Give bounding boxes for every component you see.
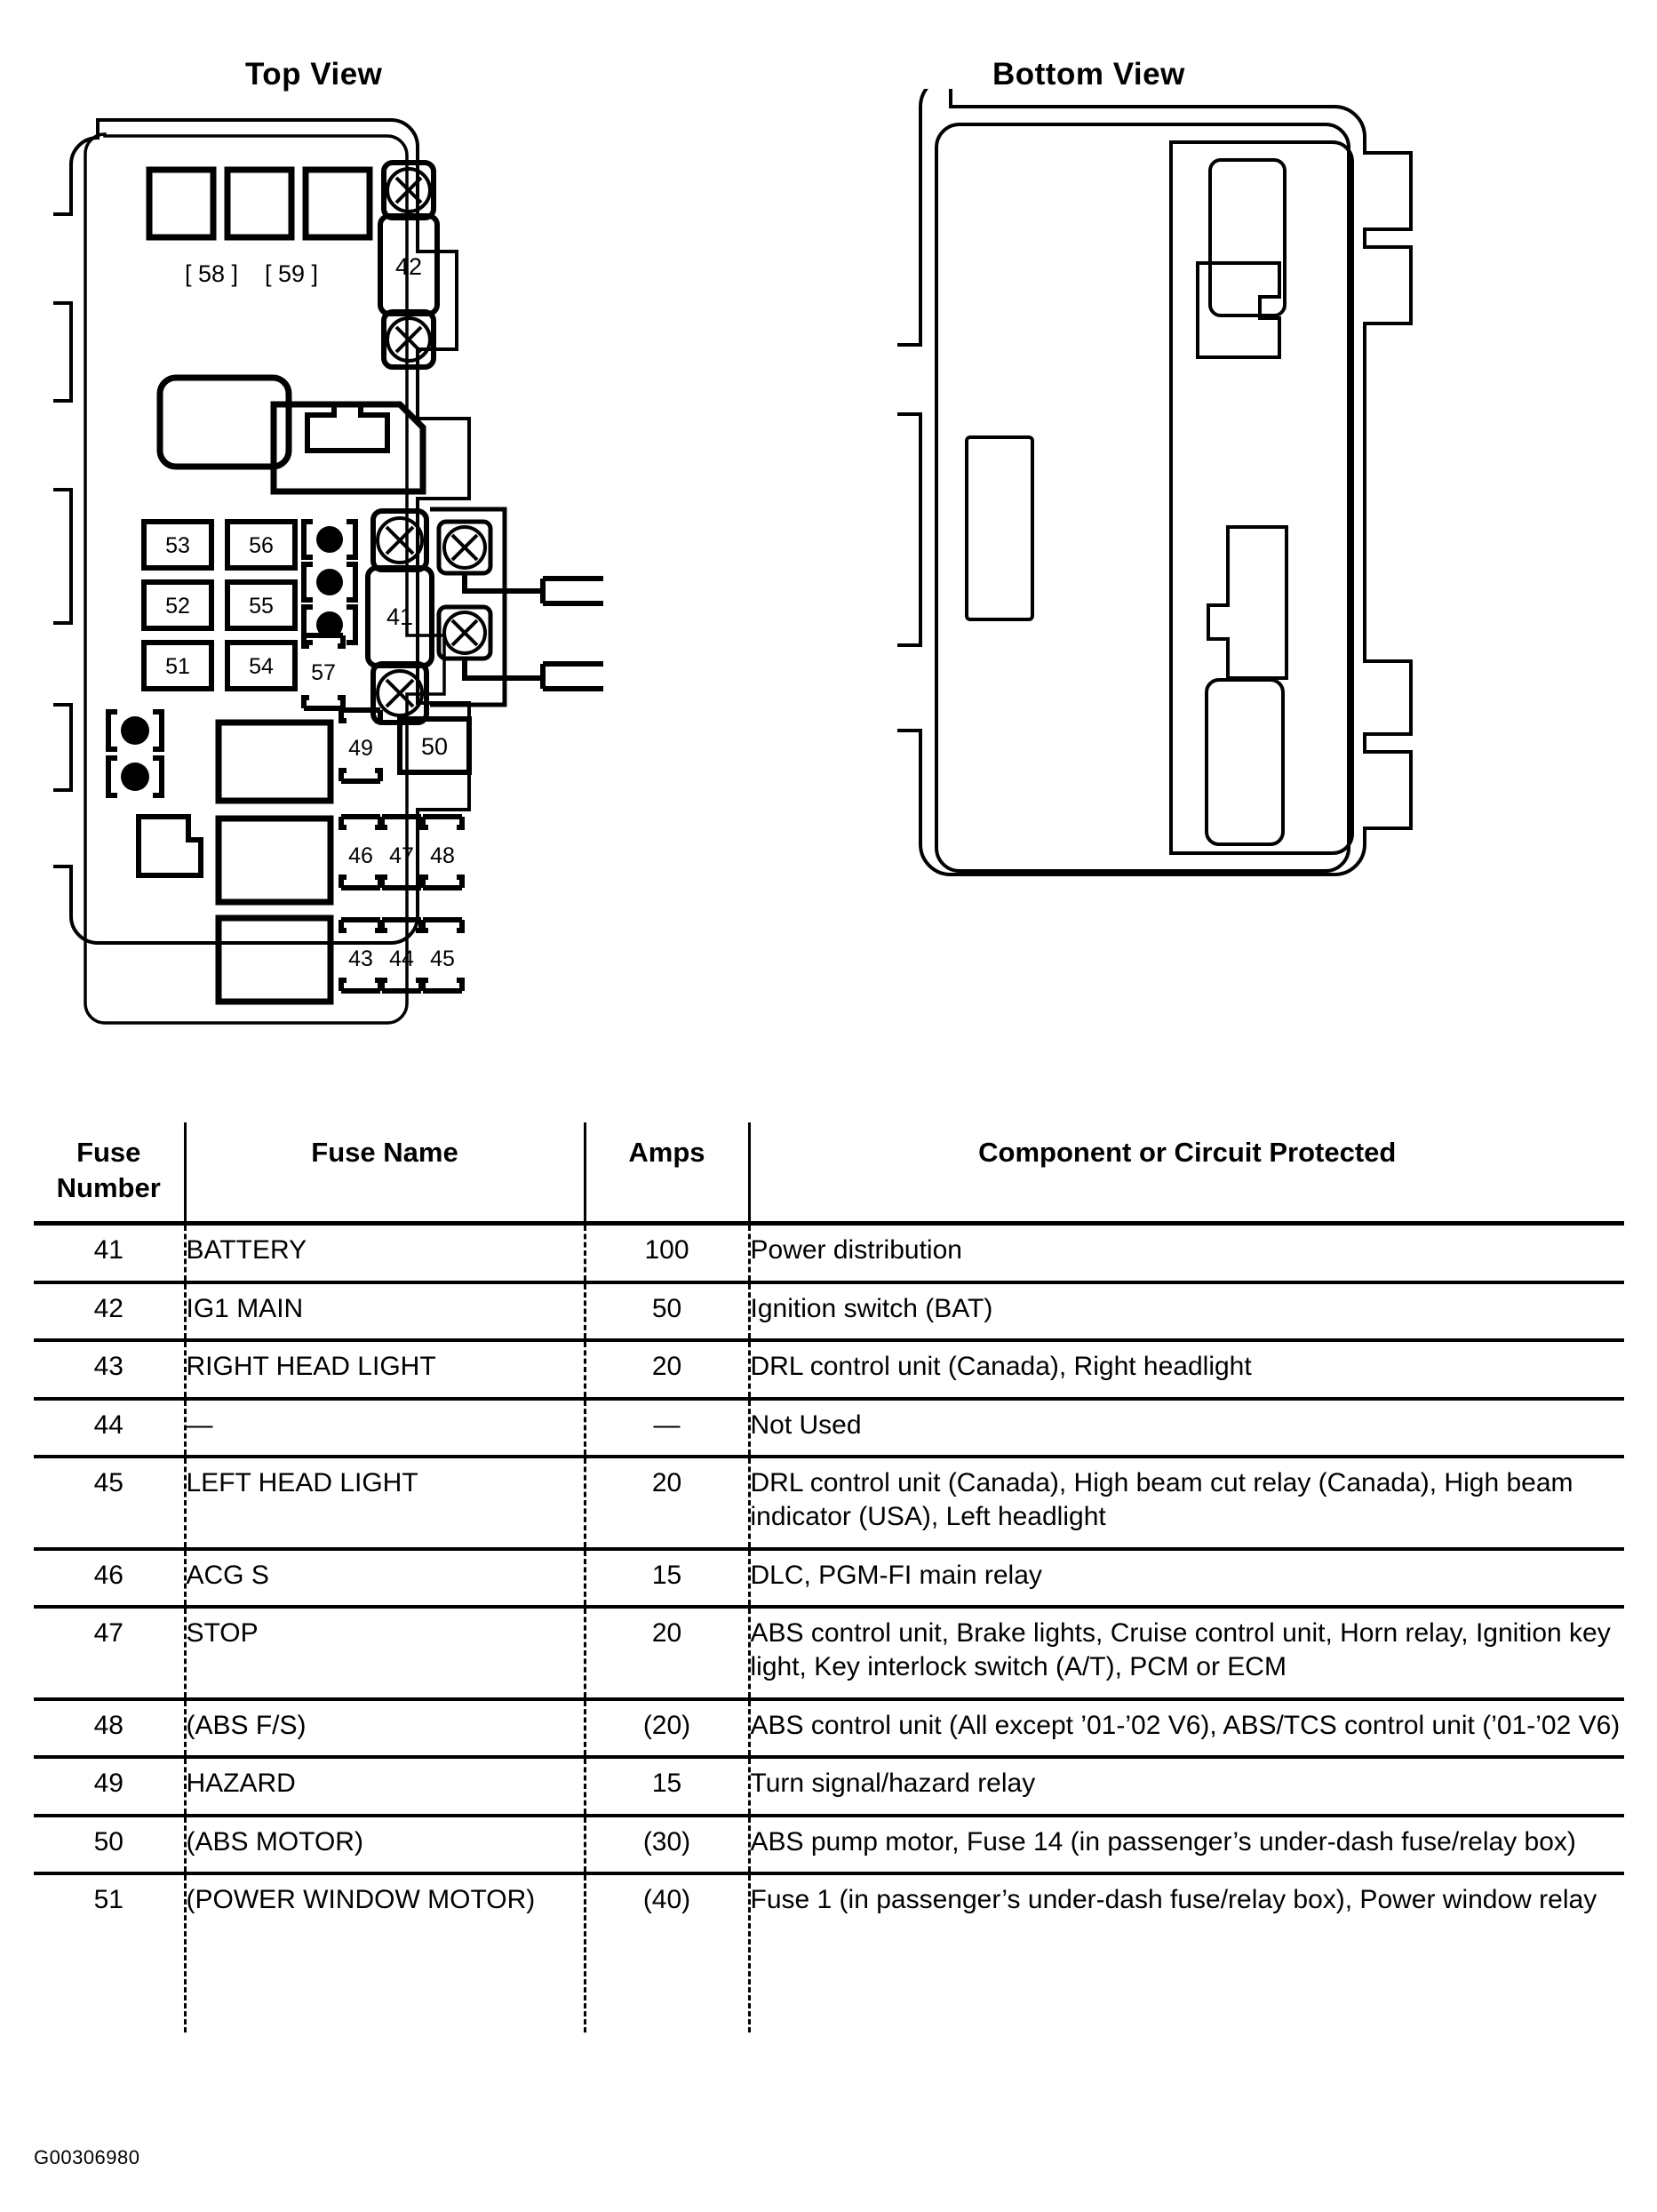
fuse-label-46: 46 bbox=[348, 843, 373, 868]
fuse-table-container bbox=[34, 1122, 1624, 2032]
fuse-label-54: 54 bbox=[249, 654, 274, 679]
cell-fuse-number: 46 bbox=[93, 1560, 123, 1590]
cell-fuse-name: ACG S bbox=[185, 1549, 585, 1607]
cell-component: Fuse 1 (in passenger’s under-dash fuse/relay box), Power window relay bbox=[749, 1873, 1624, 2032]
cell-amps: (20) bbox=[585, 1699, 749, 1757]
fuse-label-42: 42 bbox=[394, 253, 423, 280]
table-row bbox=[34, 1699, 1624, 1757]
fuse-label-57: 57 bbox=[311, 660, 336, 685]
cell-fuse-name: LEFT HEAD LIGHT bbox=[185, 1457, 585, 1549]
cell-amps: 50 bbox=[585, 1282, 749, 1340]
cell-component: ABS control unit, Brake lights, Cruise control unit, Horn relay, Ignition key light, Key interlock switch (A/T), PCM or ECM bbox=[749, 1607, 1624, 1699]
bracket-label-58: [ 58 ] bbox=[184, 260, 239, 287]
graphic-id-label: G00306980 bbox=[34, 2146, 140, 2168]
cell-fuse-number: 51 bbox=[93, 1885, 123, 1915]
col-header-component: Component or Circuit Protected bbox=[749, 1122, 1624, 1224]
col-header-fuse-name: Fuse Name bbox=[185, 1122, 585, 1224]
cell-fuse-number: 44 bbox=[93, 1409, 123, 1440]
cell-fuse-name: (ABS MOTOR) bbox=[185, 1816, 585, 1873]
cell-amps: 20 bbox=[585, 1340, 749, 1398]
fuse-label-41: 41 bbox=[386, 603, 414, 630]
fuse-label-51: 51 bbox=[165, 654, 190, 679]
fuse-table bbox=[34, 1122, 1624, 2032]
cell-amps: 100 bbox=[585, 1224, 749, 1282]
col-header-fuse-number bbox=[34, 1122, 185, 1224]
cell-fuse-name: — bbox=[185, 1399, 585, 1457]
cell-fuse-number: 50 bbox=[93, 1826, 123, 1857]
cell-component: ABS pump motor, Fuse 14 (in passenger’s under-dash fuse/relay box) bbox=[749, 1816, 1624, 1873]
fuse-label-45: 45 bbox=[430, 946, 455, 971]
cell-amps: (30) bbox=[585, 1816, 749, 1873]
cell-amps: 15 bbox=[585, 1549, 749, 1607]
fuse-number-line1: Fuse bbox=[76, 1137, 141, 1168]
cell-component: Not Used bbox=[749, 1399, 1624, 1457]
fuse-number-line2: Number bbox=[56, 1171, 161, 1203]
fuse-label-53: 53 bbox=[165, 533, 190, 558]
table-row bbox=[34, 1607, 1624, 1699]
bracket-label-59: [ 59 ] bbox=[264, 260, 319, 287]
table-header-row bbox=[34, 1122, 1624, 1224]
fuse-table-body bbox=[34, 1224, 1624, 2033]
cell-fuse-number: 45 bbox=[93, 1467, 123, 1497]
table-row bbox=[34, 1399, 1624, 1457]
cell-fuse-name: BATTERY bbox=[185, 1224, 585, 1282]
cell-amps: — bbox=[585, 1399, 749, 1457]
fuse-label-48: 48 bbox=[430, 843, 455, 868]
fuse-label-43: 43 bbox=[348, 946, 373, 971]
cell-fuse-number: 41 bbox=[93, 1235, 123, 1266]
fuse-label-44: 44 bbox=[389, 946, 414, 971]
table-row bbox=[34, 1282, 1624, 1340]
fuse-label-50: 50 bbox=[420, 733, 449, 760]
table-row bbox=[34, 1549, 1624, 1607]
cell-component: DRL control unit (Canada), Right headlight bbox=[749, 1340, 1624, 1398]
top-view-title: Top View bbox=[245, 57, 383, 92]
fuse-label-56: 56 bbox=[249, 533, 274, 558]
cell-amps: (40) bbox=[585, 1873, 749, 2032]
fuse-label-49: 49 bbox=[348, 736, 373, 761]
table-row bbox=[34, 1757, 1624, 1815]
cell-component: Power distribution bbox=[749, 1224, 1624, 1282]
cell-fuse-name: STOP bbox=[185, 1607, 585, 1699]
fuse-label-55: 55 bbox=[249, 594, 274, 619]
table-row bbox=[34, 1340, 1624, 1398]
table-row bbox=[34, 1816, 1624, 1873]
table-row bbox=[34, 1457, 1624, 1549]
fuse-table-header bbox=[34, 1122, 1624, 1224]
cell-amps: 20 bbox=[585, 1607, 749, 1699]
fuse-label-52: 52 bbox=[165, 594, 190, 619]
bottom-view-title: Bottom View bbox=[992, 57, 1185, 92]
cell-component: DRL control unit (Canada), High beam cut relay (Canada), High beam indicator (USA), Left headlight bbox=[749, 1457, 1624, 1549]
cell-component: Turn signal/hazard relay bbox=[749, 1757, 1624, 1815]
col-header-amps: Amps bbox=[585, 1122, 749, 1224]
cell-component: DLC, PGM-FI main relay bbox=[749, 1549, 1624, 1607]
cell-component: Ignition switch (BAT) bbox=[749, 1282, 1624, 1340]
cell-fuse-name: IG1 MAIN bbox=[185, 1282, 585, 1340]
table-row bbox=[34, 1224, 1624, 1282]
cell-fuse-number: 42 bbox=[93, 1293, 123, 1323]
fuse-label-47: 47 bbox=[389, 843, 414, 868]
cell-fuse-number: 48 bbox=[93, 1710, 123, 1740]
cell-amps: 15 bbox=[585, 1757, 749, 1815]
cell-amps: 20 bbox=[585, 1457, 749, 1549]
cell-fuse-name: HAZARD bbox=[185, 1757, 585, 1815]
cell-fuse-number: 47 bbox=[93, 1618, 123, 1649]
cell-component: ABS control unit (All except ’01-’02 V6), ABS/TCS control unit (’01-’02 V6) bbox=[749, 1699, 1624, 1757]
cell-fuse-number: 43 bbox=[93, 1352, 123, 1382]
cell-fuse-name: RIGHT HEAD LIGHT bbox=[185, 1340, 585, 1398]
table-row bbox=[34, 1873, 1624, 2032]
cell-fuse-number: 49 bbox=[93, 1769, 123, 1799]
cell-fuse-name: (POWER WINDOW MOTOR) bbox=[185, 1873, 585, 2032]
cell-fuse-name: (ABS F/S) bbox=[185, 1699, 585, 1757]
